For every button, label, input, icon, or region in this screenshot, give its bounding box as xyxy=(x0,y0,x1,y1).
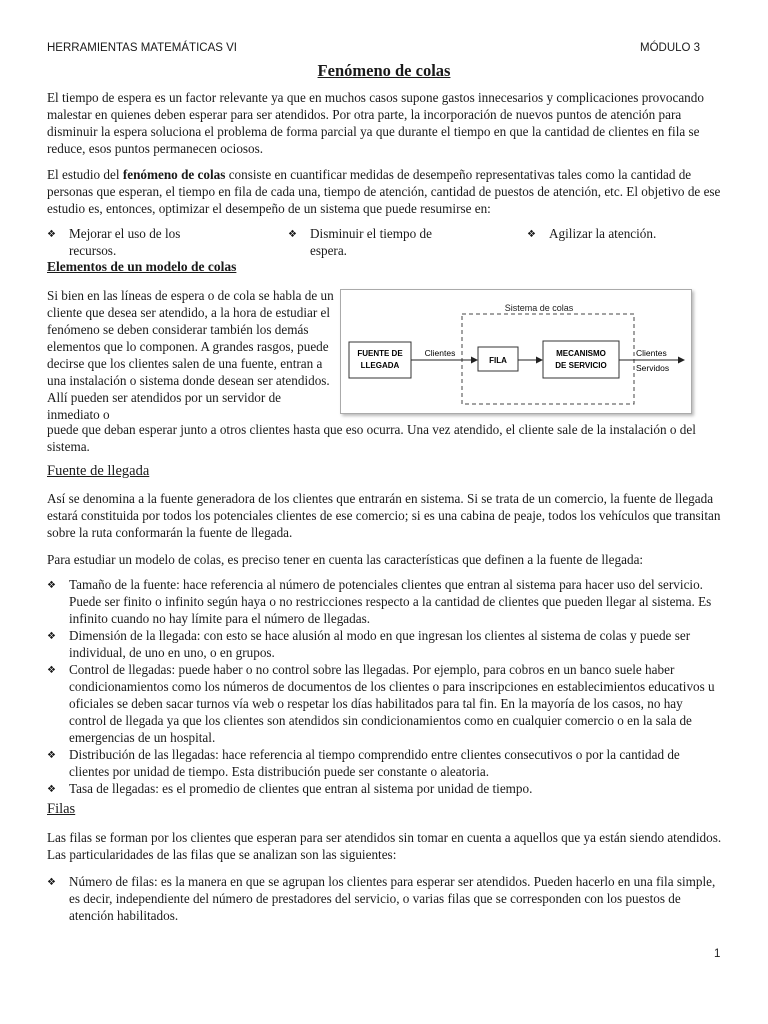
page-number: 1 xyxy=(714,948,721,960)
diamond-bullet-icon: ❖ xyxy=(47,750,56,761)
source-intro-paragraph: Para estudiar un modelo de colas, es preciso tener en cuenta las características que definen a la fuente de llegada: xyxy=(47,552,644,567)
diamond-bullet-icon: ❖ xyxy=(47,229,56,240)
system-label: Sistema de colas xyxy=(504,303,574,313)
queue-characteristics-list xyxy=(47,873,722,924)
source-label-2: LLEGADA xyxy=(360,361,400,370)
diamond-bullet-icon: ❖ xyxy=(47,784,56,795)
study-paragraph: El estudio del fenómeno de colas consiste en cuantificar medidas de desempeño representativas tales como la cantidad de personas que esperan, el tiempo en fila de cada una, tiempo de atención, cantidad de puestos de atención, etc. El objetivo de ese estudio es, entonces, optimizar el desempeño de un sistema que puede resumirse en: xyxy=(47,167,721,216)
header-module: MÓDULO 3 xyxy=(640,42,701,54)
elements-paragraph-rest: puede que deban esperar junto a otros clientes hasta que eso ocurra. Una vez atendido, el cliente sale de la instalación o del sistema. xyxy=(47,422,696,454)
out-label-2: Servidos xyxy=(636,363,670,373)
service-box xyxy=(543,341,619,378)
source-box xyxy=(349,342,411,378)
section-title-source: Fuente de llegada xyxy=(47,463,150,479)
source-paragraph: Así se denomina a la fuente generadora de los clientes que entrarán en sistema. Si se trata de un comercio, la fuente de llegada estará constituida por todos los potenciales clientes de ese comercio; si es una cabina de peaje, todos los vehículos que transitan sobre la ruta conformarán la fuente de llegada. xyxy=(47,491,721,540)
out-label-1: Clientes xyxy=(636,348,667,358)
list-item: ❖ Número de filas: es la manera en que se agrupan los clientes para esperar ser atendidos. Pueden hacerlo en una fila simple, es decir, independiente del número de prestadores del servicio, o varias filas que se corresponden con los puestos de atención habilitados. xyxy=(47,874,716,923)
service-label-1: MECANISMO xyxy=(556,349,606,358)
list-item: ❖ Dimensión de la llegada: con esto se hace alusión al modo en que ingresan los clientes al sistema de colas y puede ser individual, de uno en uno, o en grupos. xyxy=(47,628,691,660)
bold-term: fenómeno de colas xyxy=(122,167,226,182)
page-title: Fenómeno de colas xyxy=(317,61,451,80)
source-label-1: FUENTE DE xyxy=(357,349,403,358)
diamond-bullet-icon: ❖ xyxy=(47,877,56,888)
service-label-2: DE SERVICIO xyxy=(555,361,607,370)
diamond-bullet-icon: ❖ xyxy=(288,229,297,240)
intro-paragraph: El tiempo de espera es un factor relevante ya que en muchos casos supone gastos innecesarios y complicaciones provocando malestar en quienes deben esperar para ser atendidos. Por otra parte, la incorporación de nuevos puntos de atención para disminuir la espera soluciona el problema de forma parcial ya que durante el tiempo en que la cantidad de clientes en fila se reduce, esos puntos permanecen ociosos. xyxy=(47,90,704,156)
list-item: ❖ Distribución de las llegadas: hace referencia al tiempo comprendido entre clientes consecutivos o por la cantidad de clientes por unidad de tiempo. Esta distribución puede ser constante o aleatoria. xyxy=(47,747,680,779)
queue-label: FILA xyxy=(489,356,507,365)
list-item: ❖ Tamaño de la fuente: hace referencia al número de potenciales clientes que entran al sistema para hacer uso del servicio. Puede ser finito o infinito según haya o no restricciones respecto a la cantidad de clientes que pueden llegar al sistema. Es infinito cuando no hay límite para el número de llegadas. xyxy=(47,577,712,626)
diamond-bullet-icon: ❖ xyxy=(47,665,56,676)
section-title-queues: Filas xyxy=(47,801,76,817)
elements-paragraph: Si bien en las líneas de espera o de cola se habla de un cliente que desea ser atendido, a la hora de estudiar el fenómeno se deben considerar también los demás elementos que lo componen. A grandes rasgos, puede decirse que los clientes salen de una fuente, entran a una instalación o sistema donde desean ser atendidos. Allí pueden ser atendidos por un servidor de inmediato o xyxy=(47,288,334,422)
list-item: ❖ Control de llegadas: puede haber o no control sobre las llegadas. Por ejemplo, para cobros en un banco suele haber condicionamientos como los números de documentos de los clientes o para inscripciones en establecimientos educativos u oficiales se deben sacar turnos vía web o respetar los días habilitados para tal fin. En la mayoría de los casos, no hay control de llegada ya que los clientes son atendidos sin condicionamientos como en cualquier comercio o en la sala de emergencias de un hospital. xyxy=(47,662,715,745)
diamond-bullet-icon: ❖ xyxy=(527,229,536,240)
header-course: HERRAMIENTAS MATEMÁTICAS VI xyxy=(47,42,237,54)
diamond-bullet-icon: ❖ xyxy=(47,631,56,642)
diamond-bullet-icon: ❖ xyxy=(47,580,56,591)
queues-paragraph: Las filas se forman por los clientes que esperan para ser atendidos sin tomar en cuenta a aquellos que ya están siendo atendidos. Las particularidades de las filas que se analizan son las siguientes: xyxy=(47,830,722,862)
queue-system-diagram xyxy=(340,289,692,414)
section-title-elements: Elementos de un modelo de colas xyxy=(47,259,237,274)
source-characteristics-list xyxy=(47,576,722,797)
arrow-clients-label: Clientes xyxy=(424,348,456,358)
list-item: ❖ Tasa de llegadas: es el promedio de clientes que entran al sistema por unidad de tiempo. xyxy=(47,781,533,796)
